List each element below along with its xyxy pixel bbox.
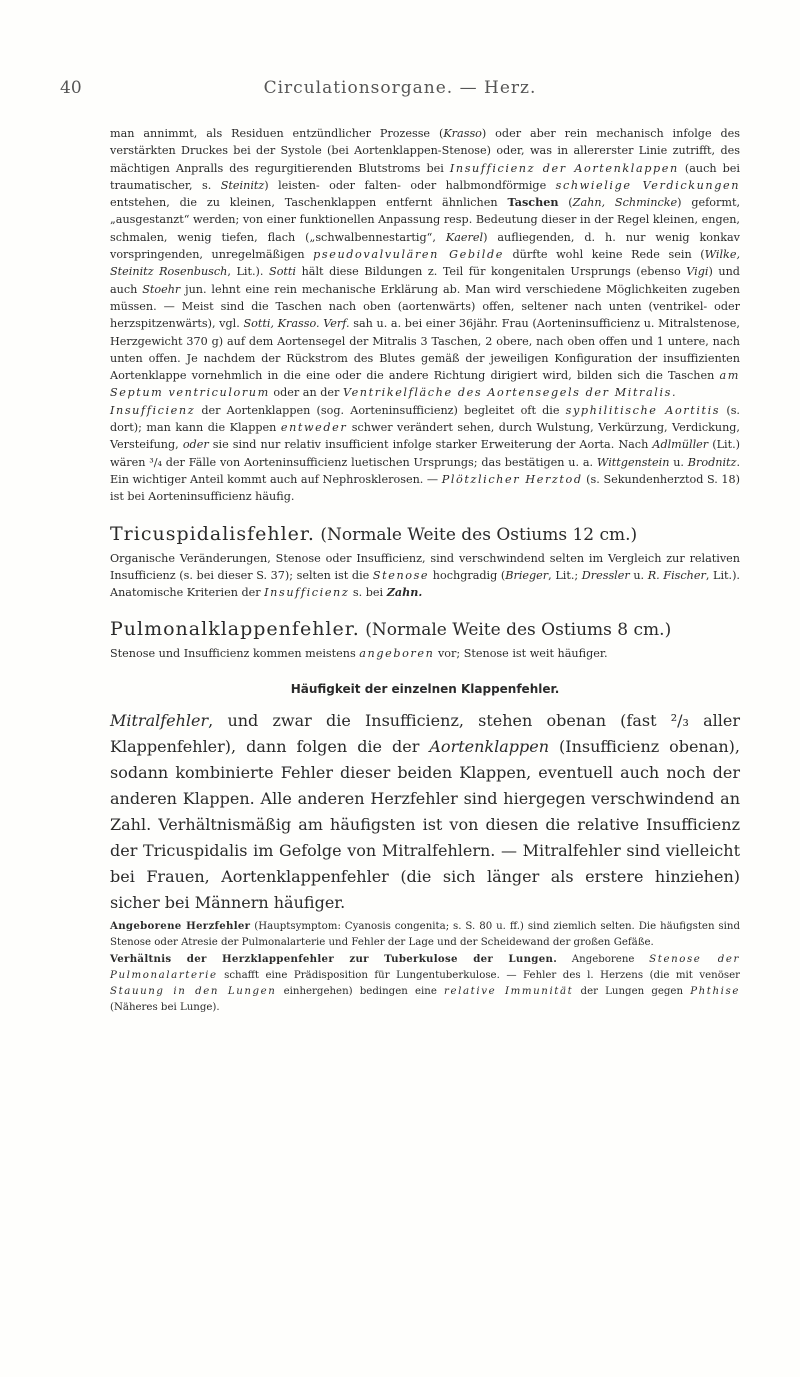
heading-pulmonalklappen: Pulmonalklappenfehler. (Normale Weite des Ostiums 8 cm.) bbox=[110, 618, 672, 641]
paragraph-tuberkulose: Verhältnis der Herzklappenfehler zur Tuberkulose der Lungen. Angeborene Stenose der Pulmonalarterie schafft eine Prädisposition für Lungentuberkulose. — Fehler des l. Herzens (die mit venöser Stauung in den Lungen einhergehen) bedingen eine relative Immunität der Lungen gegen Phthise (Näheres bei Lunge). bbox=[110, 953, 740, 1014]
page-header bbox=[60, 78, 740, 102]
page-number: 40 bbox=[60, 78, 82, 98]
heading-haeufigkeit: Häufigkeit der einzelnen Klappenfehler. bbox=[290, 681, 560, 696]
paragraph-residuen: man annimmt, als Residuen entzündlicher Prozesse (Krasso) oder aber rein mechanisch infolge des verstärkten Druckes bei der Systole (bei Aortenklappen-Stenose) oder, was in allererster Linie zutrifft, des mächtigen Anpralls des regurgitierenden Blutstroms bei Insufficienz der Aortenklappen (auch bei traumatischer, s. Steinitz) leisten- oder falten- oder halbmondförmige schwielige Verdickungen entstehen, die zu kleinen, Taschenklappen entfernt ähnlichen Taschen (Zahn, Schmincke) geformt, „ausgestanzt“ werden; von einer funktionellen Anpassung resp. Bedeutung dieser in der Regel kleinen, engen, schmalen, wenig tiefen, flach („schwalbennestartig“, Kaerel) aufliegenden, d. h. nur wenig konkav vorspringenden, unregelmäßigen pseudovalvulären Gebilde dürfte wohl keine Rede sein (Wilke, Steinitz Rosenbusch, Lit.). Sotti hält diese Bildungen z. Teil für kongenitalen Ursprungs (ebenso Vigi) und auch Stoehr jun. lehnt eine rein mechanische Erklärung ab. Man wird verschiedene Möglichkeiten zugeben müssen. — Meist sind die Taschen nach oben (aortenwärts) offen, seltener nach unten (ventrikel- oder herzspitzenwärts), vgl. Sotti, Krasso. Verf. sah u. a. bei einer 36jähr. Frau (Aorteninsufficienz u. Mitralstenose, Herzgewicht 370 g) auf dem Aortensegel der Mitralis 3 Taschen, 2 obere, nach oben offen und 1 untere, nach unten offen. Je nachdem der Rückstrom des Blutes gemäß der jeweiligen Konfiguration der insuffizienten Aortenklappe vornehmlich in die eine oder die andere Richtung dirigiert wird, bilden sich die Taschen am Septum ventriculorum oder an der Ventrikelfläche des Aortensegels der Mitralis. bbox=[110, 127, 741, 400]
paragraph-pulmonalklappen: Stenose und Insufficienz kommen meistens angeboren vor; Stenose ist weit häufiger. bbox=[110, 647, 608, 661]
paragraph-insufficienz: Insufficienz der Aortenklappen (sog. Aorteninsufficienz) begleitet oft die syphilitische Aortitis (s. dort); man kann die Klappen entweder schwer verändert sehen, durch Wulstung, Verkürzung, Verdickung, Versteifung, oder sie sind nur relativ insufficient infolge starker Erweiterung der Aorta. Nach Adlmüller (Lit.) wären ³/₄ der Fälle von Aorteninsufficienz luetischen Ursprungs; das bestätigen u. a. Wittgenstein u. Brodnitz. Ein wichtiger Anteil kommt auch auf Nephrosklerosen. — Plötzlicher Herztod (s. Sekundenherztod S. 18) ist bei Aorteninsufficienz häufig. bbox=[110, 403, 740, 504]
heading-tricuspidalis: Tricuspidalisfehler. (Normale Weite des Ostiums 12 cm.) bbox=[110, 522, 638, 545]
paragraph-tricuspidalis: Organische Veränderungen, Stenose oder Insufficienz, sind verschwindend selten im Vergleich zur relativen Insufficienz (s. bei dieser S. 37); selten ist die Stenose hochgradig (Brieger, Lit.; Dressler u. R. Fischer, Lit.). Anatomische Kriterien der Insufficienz s. bei Zahn. bbox=[110, 551, 740, 600]
page-body bbox=[110, 125, 740, 1016]
running-title: Circulationsorgane. — Herz. bbox=[263, 78, 537, 98]
paragraph-haeufigkeit: Mitralfehler, und zwar die Insufficienz, stehen obenan (fast ²/₃ aller Klappenfehler), dann folgen die der Aortenklappen (Insufficienz obenan), sodann kombinierte Fehler dieser beiden Klappen, eventuell auch noch der anderen Klappen. Alle anderen Herzfehler sind hiergegen verschwindend an Zahl. Verhältnismäßig am häufigsten ist von diesen die relative Insufficienz der Tricuspidalis im Gefolge von Mitralfehlern. — Mitralfehler sind vielleicht bei Frauen, Aortenklappenfehler (die sich länger als erstere hinziehen) sicher bei Männern häufiger. bbox=[110, 711, 740, 913]
paragraph-angeborene: Angeborene Herzfehler (Hauptsymptom: Cyanosis congenita; s. S. 80 u. ff.) sind ziemlich selten. Die häufigsten sind Stenose oder Atresie der Pulmonalarterie und Fehler der Lage und der Scheidewand der großen Gefäße. bbox=[110, 920, 740, 949]
